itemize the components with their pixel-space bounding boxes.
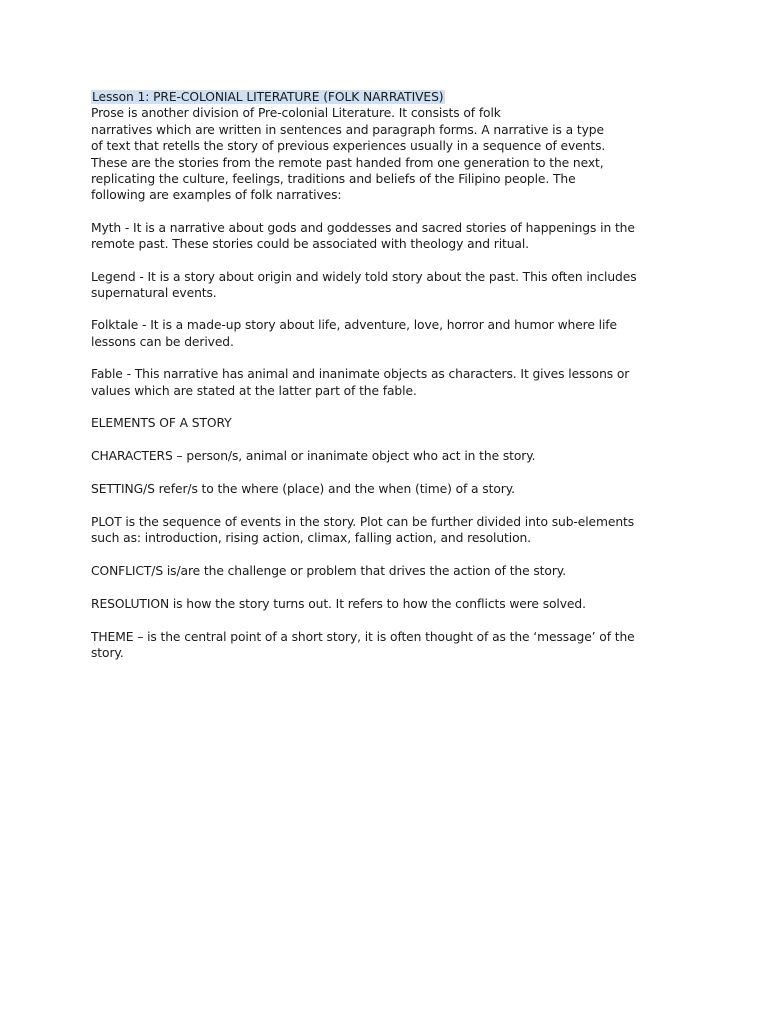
intro-line: of text that retells the story of previous experiences usually in a sequence of events. (91, 139, 606, 154)
conflict-paragraph: CONFLICT/S is/are the challenge or problem that drives the action of the story. (91, 564, 567, 579)
legend-line: supernatural events. (91, 286, 217, 301)
fable-line: Fable - This narrative has animal and inanimate objects as characters. It gives lessons or (91, 367, 630, 382)
plot-paragraph (91, 514, 671, 547)
resolution-paragraph: RESOLUTION is how the story turns out. It refers to how the conflicts were solved. (91, 597, 586, 612)
legend-paragraph (91, 269, 671, 302)
intro-line: These are the stories from the remote past handed from one generation to the next, (91, 155, 604, 170)
legend-line: Legend - It is a story about origin and widely told story about the past. This often includes (91, 269, 637, 284)
theme-paragraph (91, 629, 671, 662)
myth-line: remote past. These stories could be associated with theology and ritual. (91, 237, 529, 252)
document-page (91, 89, 671, 662)
intro-paragraph (91, 105, 671, 203)
myth-line: Myth - It is a narrative about gods and goddesses and sacred stories of happenings in the (91, 220, 635, 235)
setting-paragraph: SETTING/S refer/s to the where (place) and the when (time) of a story. (91, 481, 515, 496)
lesson-title-line (91, 89, 671, 105)
fable-line: values which are stated at the latter part of the fable. (91, 383, 417, 398)
characters-paragraph: CHARACTERS – person/s, animal or inanimate object who act in the story. (91, 449, 536, 463)
folktale-paragraph (91, 317, 671, 350)
plot-line: such as: introduction, rising action, climax, falling action, and resolution. (91, 531, 531, 546)
plot-line: PLOT is the sequence of events in the story. Plot can be further divided into sub-elements (91, 514, 635, 529)
fable-paragraph (91, 366, 671, 399)
lesson-title: Lesson 1: PRE-COLONIAL LITERATURE (FOLK NARRATIVES) (92, 90, 444, 104)
intro-line: replicating the culture, feelings, traditions and beliefs of the Filipino people. The (91, 172, 576, 187)
folktale-line: Folktale - It is a made-up story about life, adventure, love, horror and humor where life (91, 318, 617, 333)
elements-heading: ELEMENTS OF A STORY (91, 416, 232, 431)
intro-line: narratives which are written in sentences and paragraph forms. A narrative is a type (91, 122, 604, 137)
folktale-line: lessons can be derived. (91, 334, 234, 349)
myth-paragraph (91, 220, 671, 253)
theme-line: story. (91, 646, 124, 661)
intro-line: following are examples of folk narratives: (91, 188, 342, 203)
theme-line: THEME – is the central point of a short story, it is often thought of as the ‘message’ of the (91, 629, 635, 644)
intro-line: Prose is another division of Pre-colonial Literature. It consists of folk (91, 106, 501, 121)
